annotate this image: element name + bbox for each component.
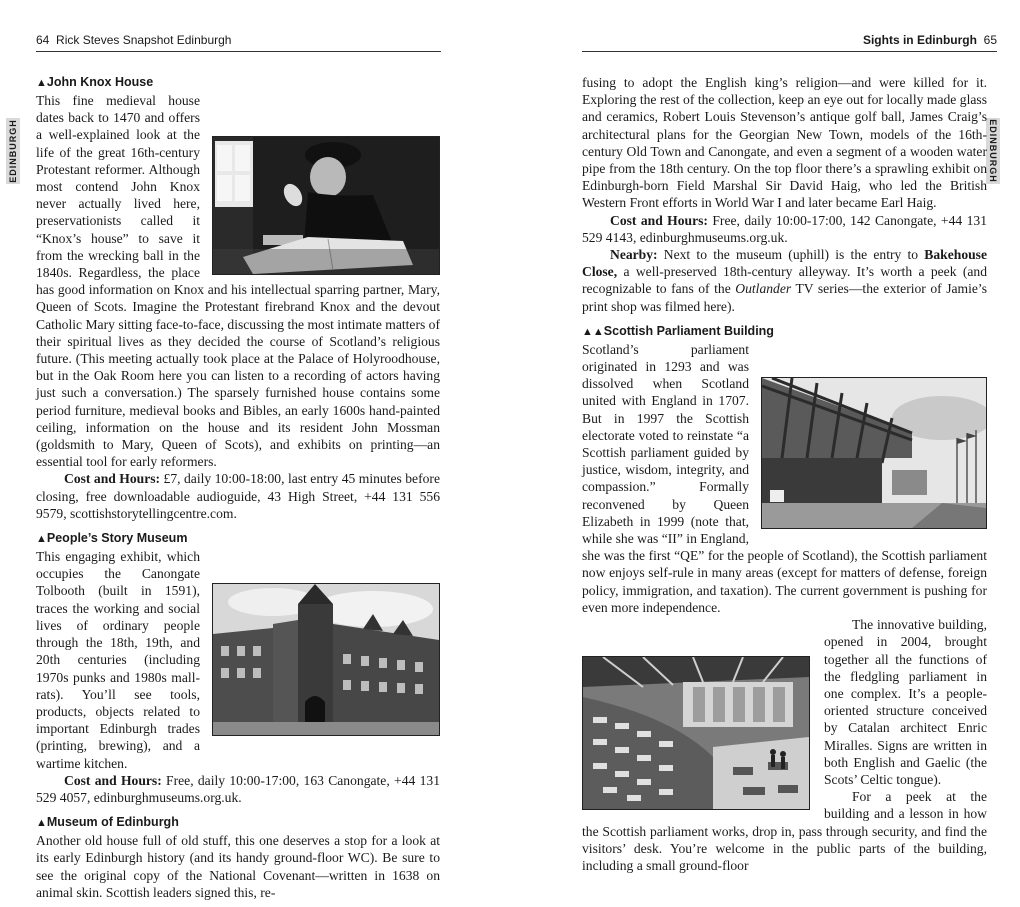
section-title: Sights in Edinburgh [862, 33, 977, 47]
heading-text: John Knox House [46, 75, 154, 89]
nearby-text: Next to the museum (uphill) is the entry to [657, 247, 925, 263]
parliament-paragraph-2 [582, 616, 987, 788]
parliament-paragraph-1 [582, 341, 987, 616]
side-tab-left [6, 118, 20, 184]
section-heading-scottish-parliament [582, 323, 987, 341]
knox-paragraph [36, 92, 440, 470]
right-header-text [863, 33, 997, 47]
photo-debating-chamber [582, 656, 810, 810]
heading-text: Museum of Edinburgh [46, 815, 179, 830]
cost-label: Cost and Hours: [610, 212, 708, 228]
left-header-text [36, 33, 231, 47]
photo-canongate-tolbooth [212, 583, 440, 736]
rating-triangle-icon: ▲▲ [582, 325, 604, 338]
rating-triangle-icon: ▲ [36, 817, 47, 830]
section-heading-john-knox-house [36, 74, 440, 92]
cost-text: £7, daily 10:00-18:00, last entry 45 minutes before closing, free downloadable audioguide, 43 High Street, +44 131 556 9579, scottishstorytellingcentre.com. [36, 471, 440, 521]
side-tab-right [986, 118, 1000, 184]
parliament-text: The innovative building, opened in 2004, brought together all the functions of the fledgling parliament in one complex. It’s a people-oriented structure conceived by Catalan architect Enric Miralles. Signs are written in both English and Gaelic (the Scots’ Celtic tongue). [824, 617, 987, 787]
knox-text: This fine medieval house dates back to 1470 and offers a well-explained look at the life of the great 16th-century Protestant reformer. Although most contend John Knox never actually lived here, preservationists called it “Knox’s house” to save it from the wrecking ball in the 1840s. Regardless, the place has good information on Knox and his intellectual sparring partner, Mary, Queen of Scots. Imagine the Protestant firebrand Knox and the devout Catholic Mary sitting face-to-face, discussing the most intimate matters of their spiritual lives as they decided the course of Scotland’s religious future. (This meeting actually took place at the Palace of Holyroodhouse, but in the Oak Room here you can listen to a recording of actors having just such a conversation.) The sparsely furnished house contains some period furniture, medieval books and Bibles, an early 1600s hand-painted ceiling, information on the house and its resident John Mossman (goldsmith to Mary, Queen of Scots), and exhibits on printing—an essential tool for early reformers. [36, 93, 440, 470]
left-body-text [36, 74, 440, 901]
right-page [510, 0, 1020, 907]
heading-text: Scottish Parliament Building [603, 323, 774, 338]
page-number: 64 [36, 33, 50, 47]
outlander-title: Outlander [735, 281, 792, 297]
peoples-paragraph [36, 548, 440, 772]
side-tab-label: EDINBURGH [988, 119, 999, 183]
peoples-text: This engaging exhibit, which occupies the Canongate Tolbooth (built in 1591), traces the working and social lives of ordinary people through the 18th, 19th, and 20th centuries (including 1970s punks and 1980s mall-rats). You’ll see tools, products, objects related to important Edinburgh trades (printing, brewing), and a wartime kitchen. [36, 549, 200, 771]
cost-label: Cost and Hours: [64, 471, 161, 487]
right-running-header [582, 33, 997, 52]
photo-parliament-exterior [761, 377, 987, 529]
right-body-text [582, 74, 987, 874]
parliament-paragraph-3: For a peek at the building and a lesson in how the Scottish parliament works, drop in, pass through security, and find the visitors’ desk. You’re welcome in the public parts of the building, including a small ground-floor [582, 789, 987, 873]
rating-triangle-icon: ▲ [36, 533, 47, 546]
section-heading-museum-of-edinburgh [36, 814, 440, 832]
peoples-cost-hours [36, 772, 440, 806]
heading-text: People’s Story Museum [46, 531, 188, 546]
bakehouse-close-name: Bakehouse Close, [582, 247, 987, 280]
knox-cost-hours [36, 470, 440, 522]
cost-label: Cost and Hours: [64, 772, 162, 788]
page-number: 65 [983, 33, 997, 47]
nearby-text: TV series—the exterior of Jamie’s print shop was filmed here). [582, 281, 987, 314]
photo-john-knox-actor [212, 136, 440, 275]
parliament-text: Scotland’s parliament originated in 1293 and was dissolved when Scotland united with England in 1707. But in 1997 the Scottish electorate voted to reinstate “a Scottish parliament guided by justice, wisdom, integrity, and compassion.” Formally reconvened by Queen Elizabeth in 1999 (note that, while she was “II” in England, she was the first “QE” for the people of Scotland), the Scottish parliament now enjoys self-rule in many areas (except for matters of defense, foreign policy, immigration, and taxation). The current government is pushing for even more independence. [582, 341, 987, 615]
cost-text: Free, daily 10:00-17:00, 163 Canongate, +44 131 529 4057, edinburghmuseums.org.uk. [36, 772, 440, 805]
nearby-label: Nearby: [610, 247, 658, 263]
section-heading-peoples-story-museum [36, 530, 440, 548]
museum-cost-hours [582, 212, 987, 246]
museum-paragraph: Another old house full of old stuff, this one deserves a stop for a look at its early Edinburgh history (and its handy ground-floor WC). Be sure to see the original copy of the National Covenant—written in 1638 on animal skin. Scottish leaders signed this, re- [36, 833, 440, 900]
book-title: Rick Steves Snapshot Edinburgh [56, 33, 232, 47]
museum-continued-paragraph: fusing to adopt the English king’s religion—and were killed for it. Exploring the rest of the collection, keep an eye out for locally made glass and ceramics, Robert Louis Stevenson’s antique golf ball, James Craig’s architectural plans for the Georgian New Town, models of the 16th-century Old Town and Canongate, and even a segment of a wooden water pipe from the 18th century. On the top floor there’s a sprawling exhibit on Edinburgh-born Field Marshal Sir David Haig, who led the British Western Front efforts in World War I and later became Earl Haig. [582, 75, 987, 211]
left-running-header [36, 33, 441, 52]
nearby-text: a well-preserved 18th-century alleyway. It’s worth a peek (and recognizable to fans of the [582, 264, 987, 297]
side-tab-label: EDINBURGH [8, 119, 19, 183]
rating-triangle-icon: ▲ [36, 77, 47, 89]
cost-text: Free, daily 10:00-17:00, 142 Canongate, +44 131 529 4143, edinburghmuseums.org.uk. [582, 212, 987, 245]
museum-nearby [582, 246, 987, 315]
